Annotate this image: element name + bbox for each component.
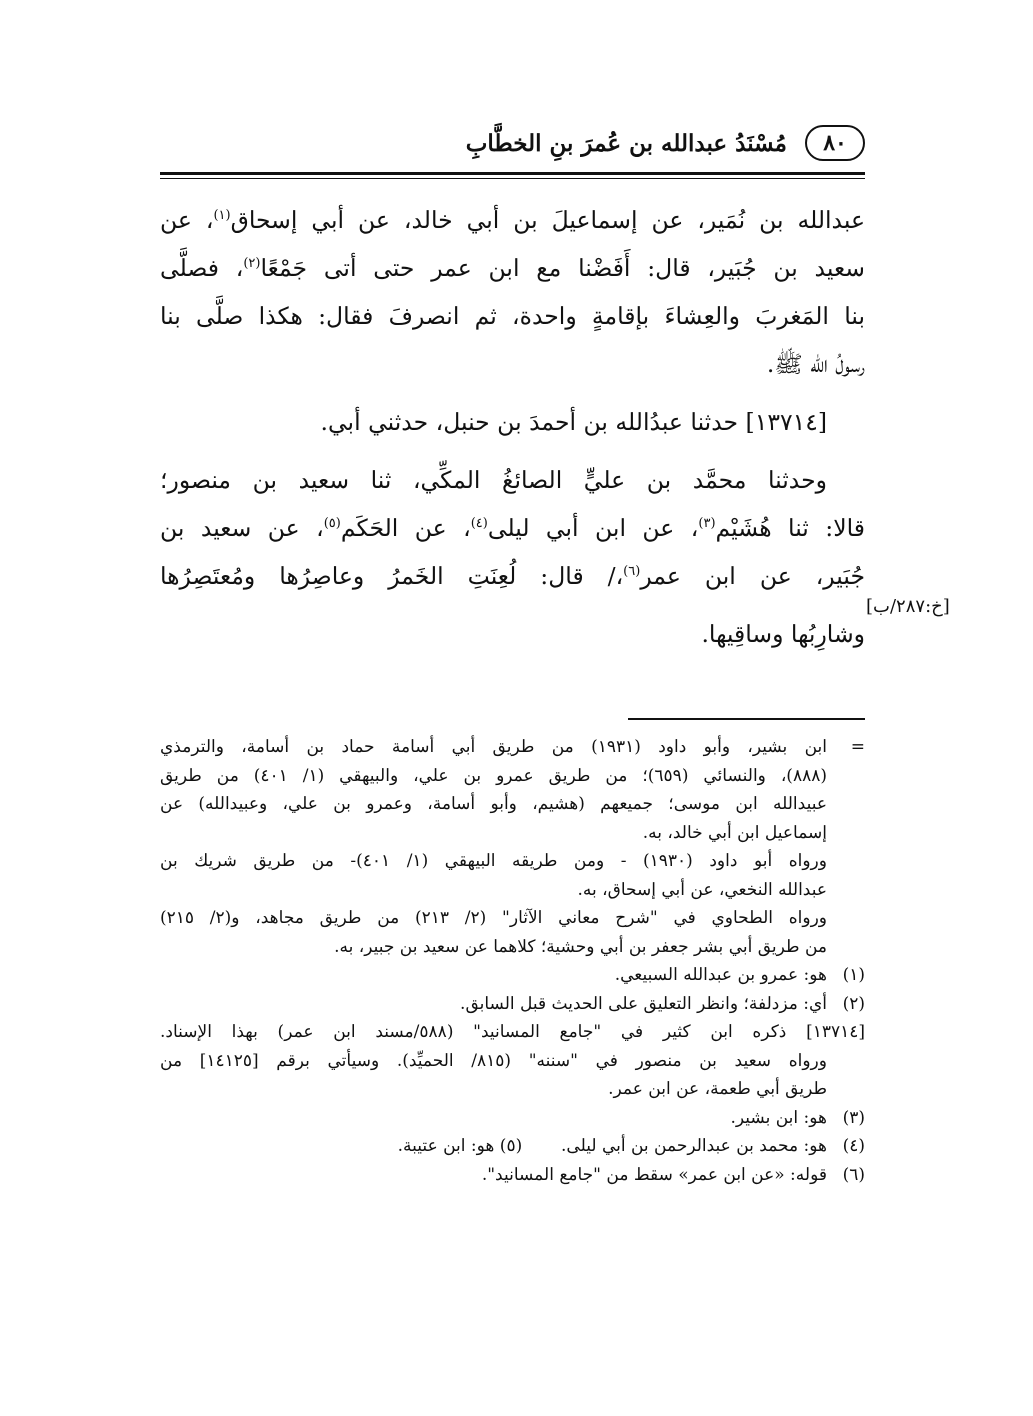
footnote-line: عبيدالله ابن موسى؛ جميعهم (هشيم، وأبو أسامة، وعمرو بن علي، وعبيدالله) عن [160,794,827,814]
footnote-6: (٦) قوله: «عن ابن عمر» سقط من "جامع المسانيد". [481,1164,865,1185]
footnote-line: = ابن بشير، وأبو داود (١٩٣١) من طريق أبي أسامة حماد بن أسامة، والترمذي [160,733,865,762]
footnote-5-mark: (٥) [499,1136,523,1156]
body-line: وشارِبُها وساقِيها. [701,620,865,648]
hadith-header: [١٣٧١٤] حدثنا عبدُالله بن أحمدَ بن حنبل، حدثني أبي. [320,408,827,436]
hadith-note-line: ورواه سعيد بن منصور في "سننه" (٨١٥/ الحميِّد). وسيأتي برقم [١٤١٢٥] من [160,1050,827,1071]
main-text [160,196,865,658]
header-rule-thick [160,172,865,175]
footnote-ref[interactable]: (٣) [698,516,716,532]
footnote-line: إسماعيل ابن أبي خالد، به. [642,822,827,843]
footnote-line: من طريق أبي بشر جعفر بن أبي وحشية؛ كلاهما عن سعيد بن جبير، به. [334,936,827,957]
footnote-line: ورواه أبو داود (١٩٣٠) - ومن طريقه البيهقي (١/ ٤٠١)- من طريق شريك بن [160,851,827,871]
footnote-4-5: (٤) هو: محمد بن عبدالرحمن بن أبي ليلى. (٥) هو: ابن عتيبة. [397,1136,865,1156]
body-line: قالا: ثنا هُشَيْم$^{(٣)}$، عن ابن أبي ليلى$^{(٤)}$، عن الحَكَم$^{(٥)}$، عن سعيد بن [160,514,865,542]
header-rule-thin [160,178,865,179]
running-title: مُسْنَدُ عبدالله بن عُمرَ بنِ الخطَّابِ [465,129,787,157]
footnote-ref[interactable]: (٢) [243,256,261,272]
hadith-note-line: طريق أبي طعمة، عن ابن عمر. [608,1079,827,1099]
footnote-3: (٣) هو: ابن بشير. [730,1107,865,1128]
footnote-5-text: هو: ابن عتيبة. [397,1136,495,1156]
footnotes [160,733,865,1189]
footnote-line: (٨٨٨)، والنسائي (٦٥٩)؛ من طريق عمرو بن علي، والبيهقي (١/ ٤٠١) من طريق [160,765,827,786]
body-line: بنا المَغربَ والعِشاءَ بإقامةٍ واحدة، ثم انصرفَ فقال: هكذا صلَّى بنا [160,302,865,330]
body-line: جُبَير، عن ابن عمر$^{(٦)}$،/ قال: لُعِنَتِ الخَمرُ وعاصِرُها ومُعتَصِرُها [160,562,865,590]
body-line: سعيد بن جُبَير، قال: أَفَضْنا مع ابن عمر حتى أتى جَمْعًا$^{(٢)}$، فصلَّى [160,254,865,282]
manuscript-margin-note: [خ:٢٨٧/ب] [866,596,950,617]
continuation-mark: = [850,737,865,757]
footnote-1: (١) هو: عمرو بن عبدالله السبيعي. [614,965,865,985]
footnote-ref[interactable]: (٤) [470,516,488,532]
body-line: عبدالله بن نُمَير، عن إسماعيلَ بن أبي خالد، عن أبي إسحاق$^{(١)}$، عن [160,206,865,234]
body-line: وحدثنا محمَّد بن عليٍّ الصائغُ المكِّي، ثنا سعيد بن منصور؛ [160,466,827,494]
footnote-line: ورواه الطحاوي في "شرح معاني الآثار" (٢/ ٢١٣) من طريق مجاهد، و(٢/ ٢١٥) [160,908,828,928]
footnote-separator [628,718,865,720]
footnote-ref[interactable]: (١) [213,208,231,224]
hadith-note-line: [١٣٧١٤] ذكره ابن كثير في "جامع المسانيد" (٥٨٨/مسند ابن عمر) بهذا الإسناد. [160,1022,865,1042]
page-number: ٨٠ [805,125,865,161]
footnote-2: (٢) أي: مزدلفة؛ وانظر التعليق على الحديث قبل السابق. [460,993,865,1014]
footnote-4-text: هو: محمد بن عبدالرحمن بن أبي ليلى. [561,1136,827,1156]
page-header [160,116,865,170]
body-line: رسولُ الله ﷺ. [766,350,865,378]
footnote-line: عبدالله النخعي، عن أبي إسحاق، به. [577,879,827,900]
footnote-ref[interactable]: (٦) [623,564,641,580]
footnote-ref[interactable]: (٥) [323,516,341,532]
